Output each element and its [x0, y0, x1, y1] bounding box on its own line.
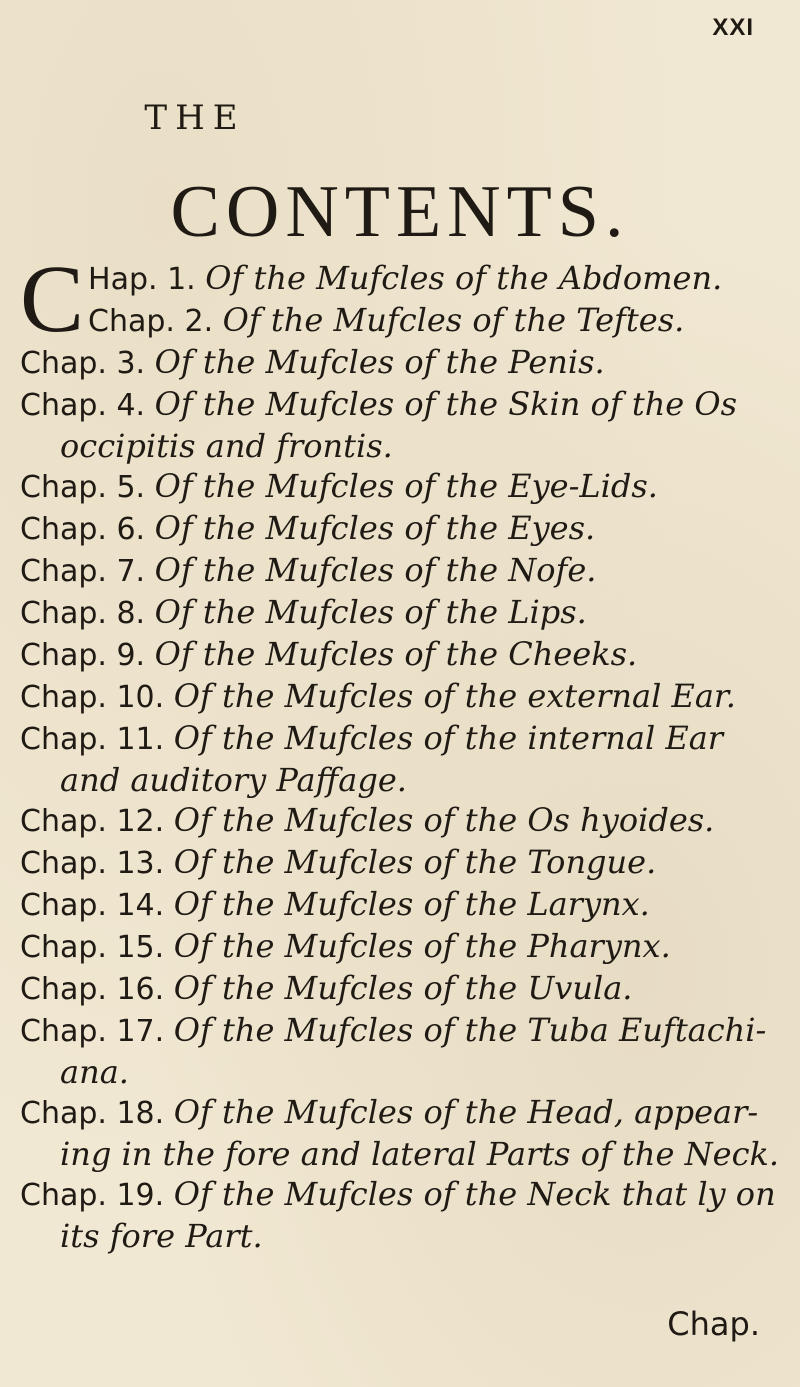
contents-entry: [20, 1174, 790, 1256]
drop-cap: C: [20, 245, 85, 352]
chapter-title: Of the Mufcles of the Lips.: [154, 593, 587, 631]
chapter-label: Chap. 11.: [20, 722, 174, 757]
contents-entry: [20, 842, 790, 884]
catchword: Chap.: [667, 1305, 760, 1343]
chapter-label: Chap. 19.: [20, 1178, 174, 1213]
contents-entry: [20, 884, 790, 926]
chapter-title: Of the Mufcles of the internal Ear: [173, 719, 724, 757]
contents-entry: [20, 634, 790, 676]
chapter-title-continuation: occipitis and frontis.: [60, 427, 393, 465]
chapter-label: Chap. 14.: [20, 888, 174, 923]
chapter-title: Of the Mufcles of the external Ear.: [173, 677, 736, 715]
chapter-title: Of the Mufcles of the Neck that ly on: [173, 1175, 776, 1213]
chapter-title: Of the Mufcles of the Abdomen.: [205, 259, 723, 297]
chapter-title: Of the Mufcles of the Pharynx.: [173, 927, 671, 965]
chapter-label: Chap. 3.: [20, 346, 155, 381]
chapter-title: Of the Mufcles of the Uvula.: [173, 969, 633, 1007]
page-title: CONTENTS.: [170, 171, 630, 253]
chapter-title: Of the Mufcles of the Teftes.: [222, 301, 685, 339]
chapter-title: Of the Mufcles of the Eye-Lids.: [154, 467, 658, 505]
heading-the: THE: [144, 98, 246, 138]
chapter-label: Hap. 1.: [88, 262, 206, 297]
chapter-label: Chap. 4.: [20, 388, 155, 423]
chapter-title: Of the Mufcles of the Nofe.: [154, 551, 597, 589]
chapter-label: Chap. 16.: [20, 972, 174, 1007]
chapter-title-continuation: its fore Part.: [60, 1217, 263, 1255]
chapter-title-continuation: ana.: [60, 1053, 129, 1091]
chapter-title: Of the Mufcles of the Tuba Euftachi-: [173, 1011, 767, 1049]
contents-list: [20, 245, 790, 1256]
contents-entry: [20, 550, 790, 592]
signature-mark: XXI: [712, 14, 754, 41]
chapter-label: Chap. 12.: [20, 804, 174, 839]
chapter-label: Chap. 8.: [20, 596, 155, 631]
contents-entry: [20, 1092, 790, 1174]
contents-entry: [20, 342, 790, 384]
chapter-label: Chap. 15.: [20, 930, 174, 965]
chapter-title: Of the Mufcles of the Cheeks.: [154, 635, 638, 673]
chapter-title: Of the Mufcles of the Os hyoides.: [173, 801, 715, 839]
chapter-label: Chap. 13.: [20, 846, 174, 881]
contents-entry: [20, 800, 790, 842]
chapter-title: Of the Mufcles of the Head, appear-: [173, 1093, 759, 1131]
contents-entry: [20, 676, 790, 718]
chapter-label: Chap. 5.: [20, 470, 155, 505]
contents-entry: [20, 300, 790, 342]
chapter-title: Of the Mufcles of the Eyes.: [154, 509, 596, 547]
contents-entry: [20, 592, 790, 634]
chapter-label: Chap. 10.: [20, 680, 174, 715]
contents-entry: [20, 968, 790, 1010]
chapter-label: Chap. 6.: [20, 512, 155, 547]
chapter-label: Chap. 18.: [20, 1096, 174, 1131]
chapter-title: Of the Mufcles of the Tongue.: [173, 843, 657, 881]
chapter-label: Chap. 9.: [20, 638, 155, 673]
contents-entry: [20, 384, 790, 466]
chapter-title-continuation: and auditory Paffage.: [60, 761, 407, 799]
contents-entry: [20, 718, 790, 800]
contents-entry: [20, 466, 790, 508]
chapter-label: Chap. 2.: [88, 304, 223, 339]
chapter-label: Chap. 7.: [20, 554, 155, 589]
chapter-title: Of the Mufcles of the Skin of the Os: [154, 385, 738, 423]
chapter-title: Of the Mufcles of the Larynx.: [173, 885, 650, 923]
contents-entry: [20, 1010, 790, 1092]
chapter-title-continuation: ing in the fore and lateral Parts of the Neck.: [60, 1135, 780, 1173]
contents-entry: [20, 926, 790, 968]
contents-entry: [20, 508, 790, 550]
chapter-title: Of the Mufcles of the Penis.: [154, 343, 605, 381]
chapter-label: Chap. 17.: [20, 1014, 174, 1049]
